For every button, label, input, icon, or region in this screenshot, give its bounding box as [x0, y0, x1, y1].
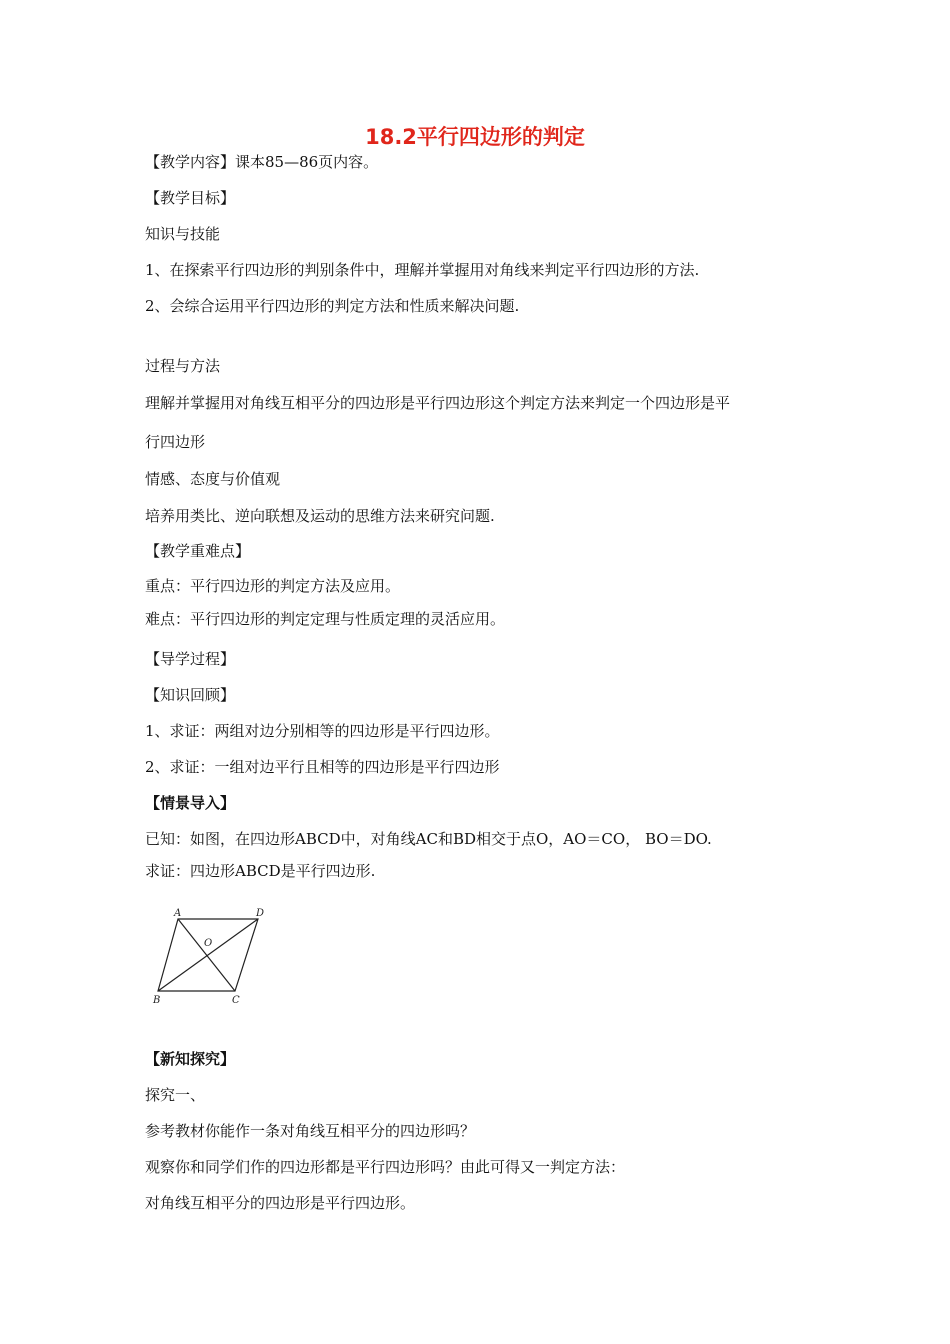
diagonal-ac [178, 919, 235, 991]
line-knowledge-skills: 知识与技能 [145, 225, 221, 243]
line-scene-intro: 【情景导入】 [145, 794, 236, 812]
line-process-1: 理解并掌握用对角线互相平分的四边形是平行四边形这个判定方法来判定一个四边形是平 [145, 394, 731, 412]
line-review-2: 2、求证：一组对边平行且相等的四边形是平行四边形 [145, 758, 500, 776]
parallelogram-figure [148, 903, 278, 1005]
label-c: C [232, 995, 240, 1005]
line-teaching-goals: 【教学目标】 [145, 189, 236, 207]
label-d: D [256, 908, 265, 919]
line-explore-conclusion: 对角线互相平分的四边形是平行四边形。 [145, 1194, 416, 1212]
line-review-1: 1、求证：两组对边分别相等的四边形是平行四边形。 [145, 722, 500, 740]
line-new-knowledge: 【新知探究】 [145, 1050, 236, 1068]
line-explore-observe: 观察你和同学们作的四边形都是平行四边形吗？由此可得又一判定方法： [145, 1158, 626, 1176]
label-b: B [153, 995, 161, 1005]
line-key-point: 重点：平行四边形的判定方法及应用。 [145, 577, 401, 595]
line-emotion-detail: 培养用类比、逆向联想及运动的思维方法来研究问题. [145, 507, 495, 525]
line-process-2: 行四边形 [145, 433, 206, 451]
label-a: A [174, 908, 182, 919]
line-process-method: 过程与方法 [145, 357, 221, 375]
line-given: 已知：如图，在四边形ABCD中，对角线AC和BD相交于点O，AO＝CO， BO＝DO. [145, 830, 712, 848]
document-title: 18.2平行四边形的判定 [365, 125, 585, 149]
line-explore-1: 探究一、 [145, 1086, 206, 1104]
line-teaching-content: 【教学内容】课本85—86页内容。 [145, 153, 379, 171]
diagonal-bd [158, 919, 258, 991]
line-emotion: 情感、态度与价值观 [145, 470, 281, 488]
line-difficult-point: 难点：平行四边形的判定定理与性质定理的灵活应用。 [145, 610, 506, 628]
line-guide-process: 【导学过程】 [145, 650, 236, 668]
label-o: O [204, 938, 213, 949]
line-prove: 求证：四边形ABCD是平行四边形. [145, 862, 376, 880]
line-explore-question: 参考教材你能作一条对角线互相平分的四边形吗？ [145, 1122, 476, 1140]
line-goal-2: 2、会综合运用平行四边形的判定方法和性质来解决问题. [145, 297, 520, 315]
line-key-difficult: 【教学重难点】 [145, 542, 251, 560]
line-goal-1: 1、在探索平行四边形的判别条件中，理解并掌握用对角线来判定平行四边形的方法. [145, 261, 700, 279]
line-knowledge-review: 【知识回顾】 [145, 686, 236, 704]
